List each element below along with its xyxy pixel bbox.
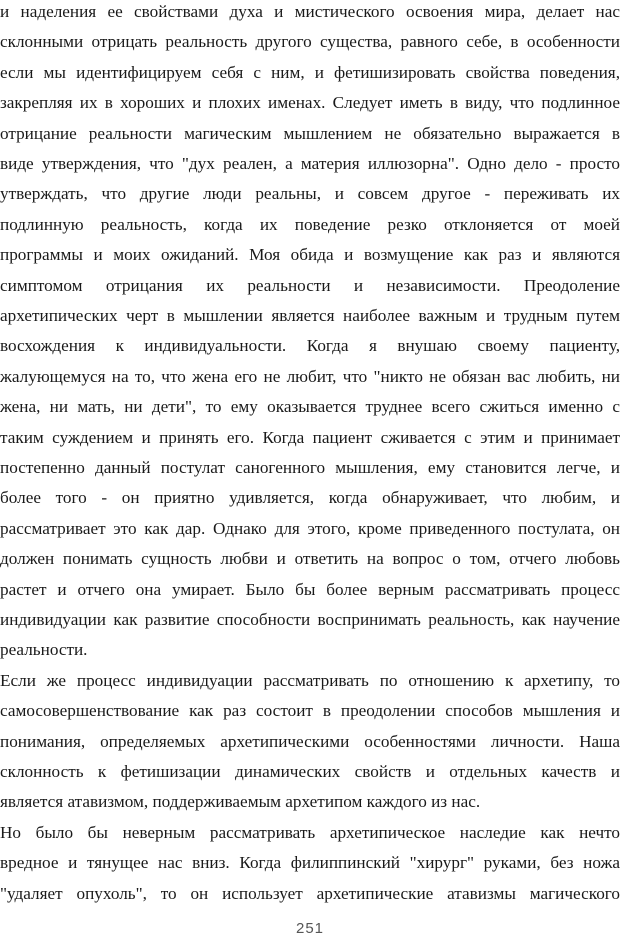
page-number: 251	[295, 920, 325, 937]
text-line: таким суждением и принять его. Когда пациент сживается с этим и принимает	[0, 427, 620, 447]
text-line: закрепляя их в хороших и плохих именах. Следует иметь в виду, что подлинное	[0, 93, 620, 113]
text-line: является атавизмом, поддерживаемым архетипом каждого из нас.	[0, 792, 481, 812]
text-line: виде утверждения, что "дух реален, а материя иллюзорна". Одно дело - просто	[0, 154, 620, 173]
text-line: если мы идентифицируем себя с ним, и фетишизировать свойства поведения,	[0, 62, 620, 82]
text-line: утверждать, что другие люди реальны, и совсем другое - переживать их	[0, 184, 620, 204]
text-line: Но было бы неверным рассматривать архетипическое наследие как нечто	[0, 822, 620, 842]
text-line: рассматривает это как дар. Однако для этого, кроме приведенного постулата, он	[0, 518, 620, 538]
text-line: жена, ни мать, ни дети", то ему оказывается труднее всего сжиться именно с	[0, 397, 620, 417]
text-line: архетипических черт в мышлении является наиболее важным и трудным путем	[0, 306, 620, 325]
text-line: программы и моих ожиданий. Моя обида и возмущение как раз и являются	[0, 245, 620, 265]
text-line: восхождения к индивидуальности. Когда я внушаю своему пациенту,	[0, 336, 620, 356]
text-line: Если же процесс индивидуации рассматривать по отношению к архетипу, то	[0, 670, 620, 690]
text-line: и наделения ее свойствами духа и мистического освоения мира, делает нас	[0, 2, 620, 21]
text-line: жалующемуся на то, что жена его не любит, что "никто не обязан вас любить, ни	[0, 366, 620, 386]
text-line: "удаляет опухоль", то он использует архетипические атавизмы магического	[0, 883, 620, 903]
text-line: индивидуации как развитие способности воспринимать реальность, как научение	[0, 610, 620, 629]
text-line: должен понимать сущность любви и ответить на вопрос о том, отчего любовь	[0, 549, 620, 569]
text-line: растет и отчего она умирает. Было бы более верным рассматривать процесс	[0, 579, 620, 599]
text-line: самосовершенствование как раз состоит в преодолении способов мышления и	[0, 701, 620, 721]
text-line: склонными отрицать реальность другого существа, равного себе, в особенности	[0, 32, 620, 52]
text-line: реальности.	[0, 640, 88, 660]
text-line: вредное и тянущее нас вниз. Когда филиппинский "хирург" руками, без ножа	[0, 853, 620, 873]
text-line: постепенно данный постулат саногенного мышления, ему становится легче, и	[0, 458, 620, 477]
text-line: склонность к фетишизации динамических свойств и отдельных качеств и	[0, 762, 620, 781]
text-line: отрицание реальности магическим мышлением не обязательно выражается в	[0, 123, 620, 143]
text-line: более того - он приятно удивляется, когда обнаруживает, что любим, и	[0, 488, 620, 508]
text-line: понимания, определяемых архетипическими особенностями личности. Наша	[0, 731, 620, 751]
text-line: подлинную реальность, когда их поведение резко отклоняется от моей	[0, 214, 620, 234]
text-line: симптомом отрицания их реальности и независимости. Преодоление	[0, 275, 620, 295]
